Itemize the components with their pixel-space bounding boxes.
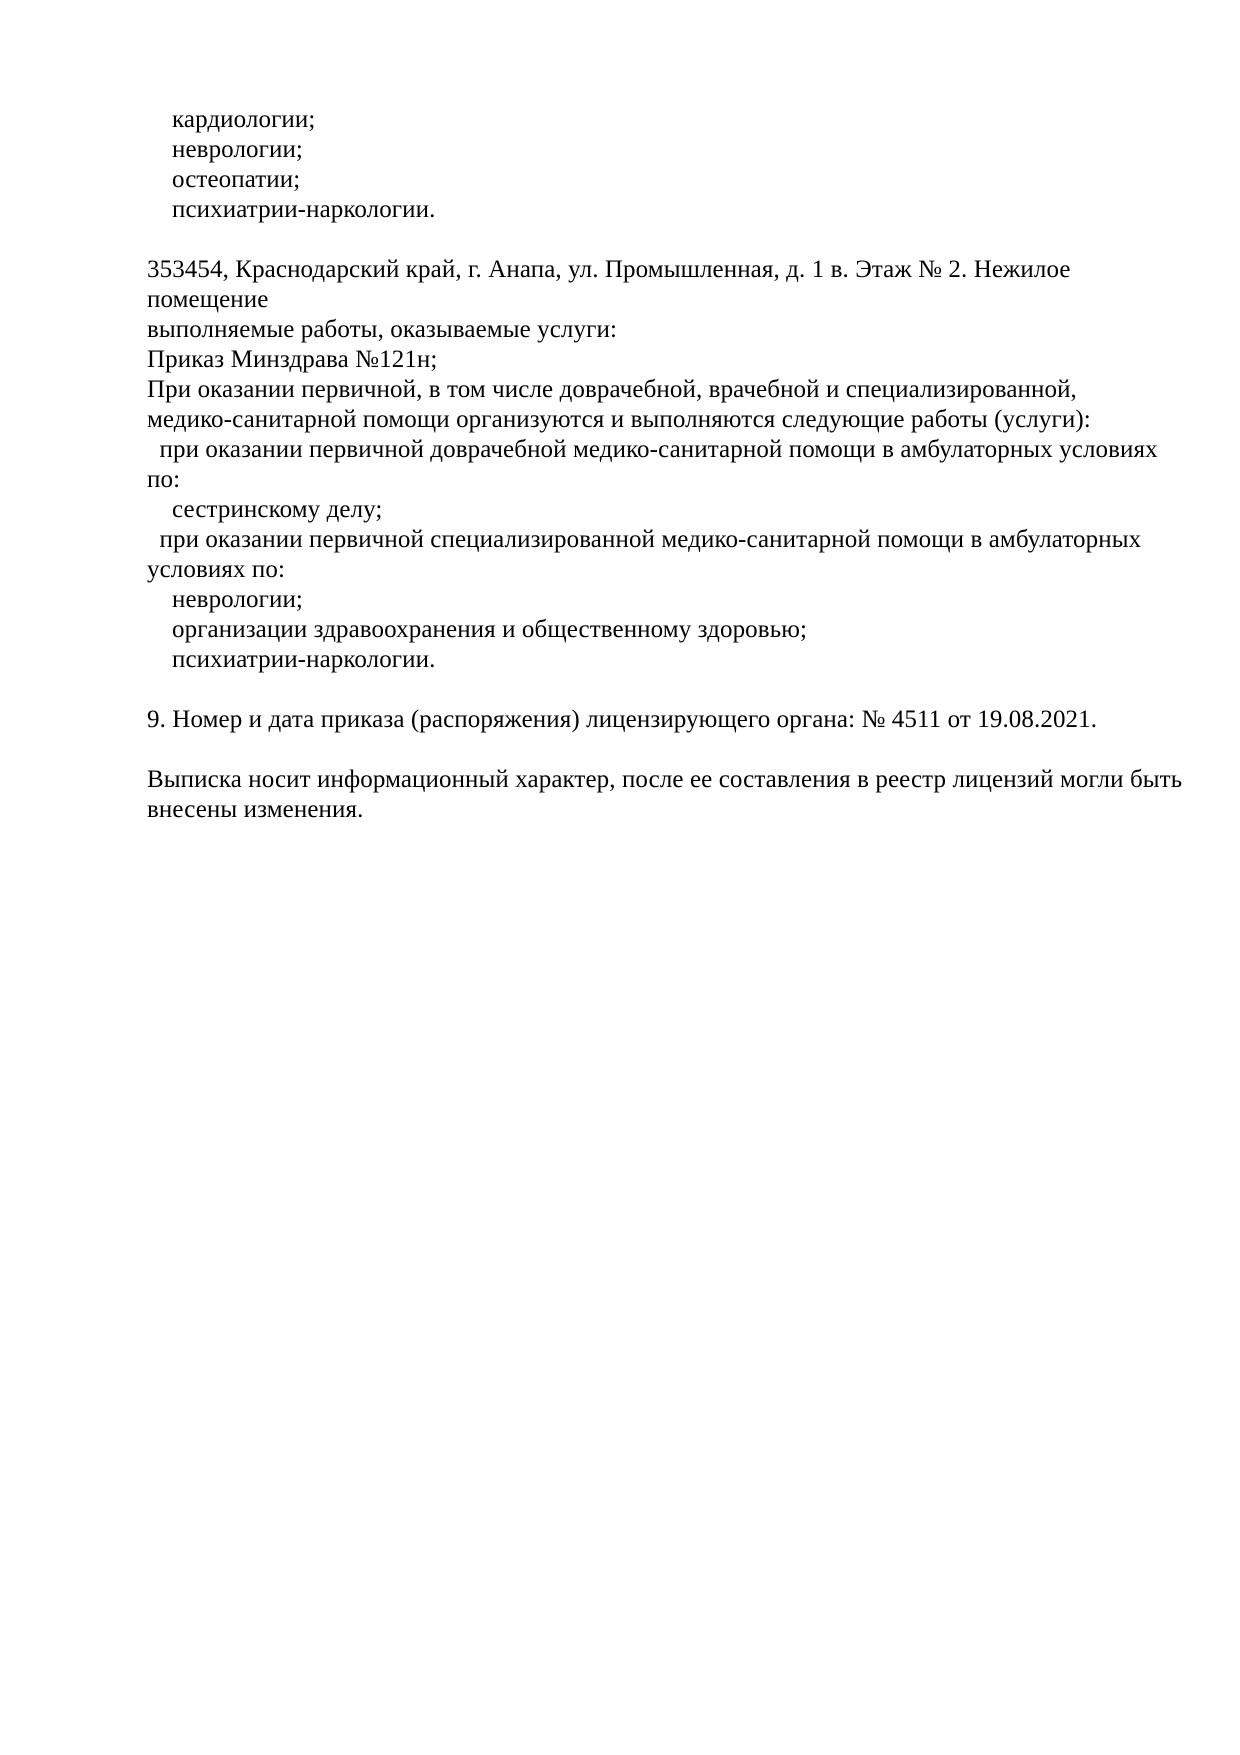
text-line: Приказ Минздрава №121н; [147, 346, 438, 373]
text-line: неврологии; [172, 586, 303, 613]
text-line: При оказании первичной, в том числе доврачебной, врачебной и специализированной, [147, 376, 1077, 403]
text-line: помещение [147, 286, 269, 313]
blank-line [147, 225, 1142, 255]
blank-line [147, 675, 1142, 705]
blank-line [147, 735, 1142, 765]
text-line: при оказании первичной доврачебной медико-санитарной помощи в амбулаторных условиях [159, 436, 1158, 463]
text-line: выполняемые работы, оказываемые услуги: [147, 316, 617, 343]
text-line: остеопатии; [172, 166, 301, 193]
text-line: сестринскому делу; [172, 496, 383, 523]
text-line: психиатрии-наркологии. [172, 196, 436, 223]
text-line: 9. Номер и дата приказа (распоряжения) лицензирующего органа: № 4511 от 19.08.2021. [147, 706, 1098, 733]
text-line: по: [147, 466, 181, 493]
text-line: неврологии; [172, 136, 303, 163]
text-line: условиях по: [147, 556, 286, 583]
text-line: организации здравоохранения и общественному здоровью; [172, 616, 808, 643]
text-line: медико-санитарной помощи организуются и выполняются следующие работы (услуги): [147, 406, 1091, 433]
text-line: Выписка носит информационный характер, после ее составления в реестр лицензий могли быть [147, 766, 1183, 793]
document-body [147, 105, 1183, 825]
text-line: кардиологии; [172, 106, 316, 133]
text-line: при оказании первичной специализированной медико-санитарной помощи в амбулаторных [159, 526, 1142, 553]
text-line: психиатрии-наркологии. [172, 646, 436, 673]
text-line: 353454, Краснодарский край, г. Анапа, ул. Промышленная, д. 1 в. Этаж № 2. Нежилое [147, 256, 1071, 283]
text-line: внесены изменения. [147, 796, 364, 823]
